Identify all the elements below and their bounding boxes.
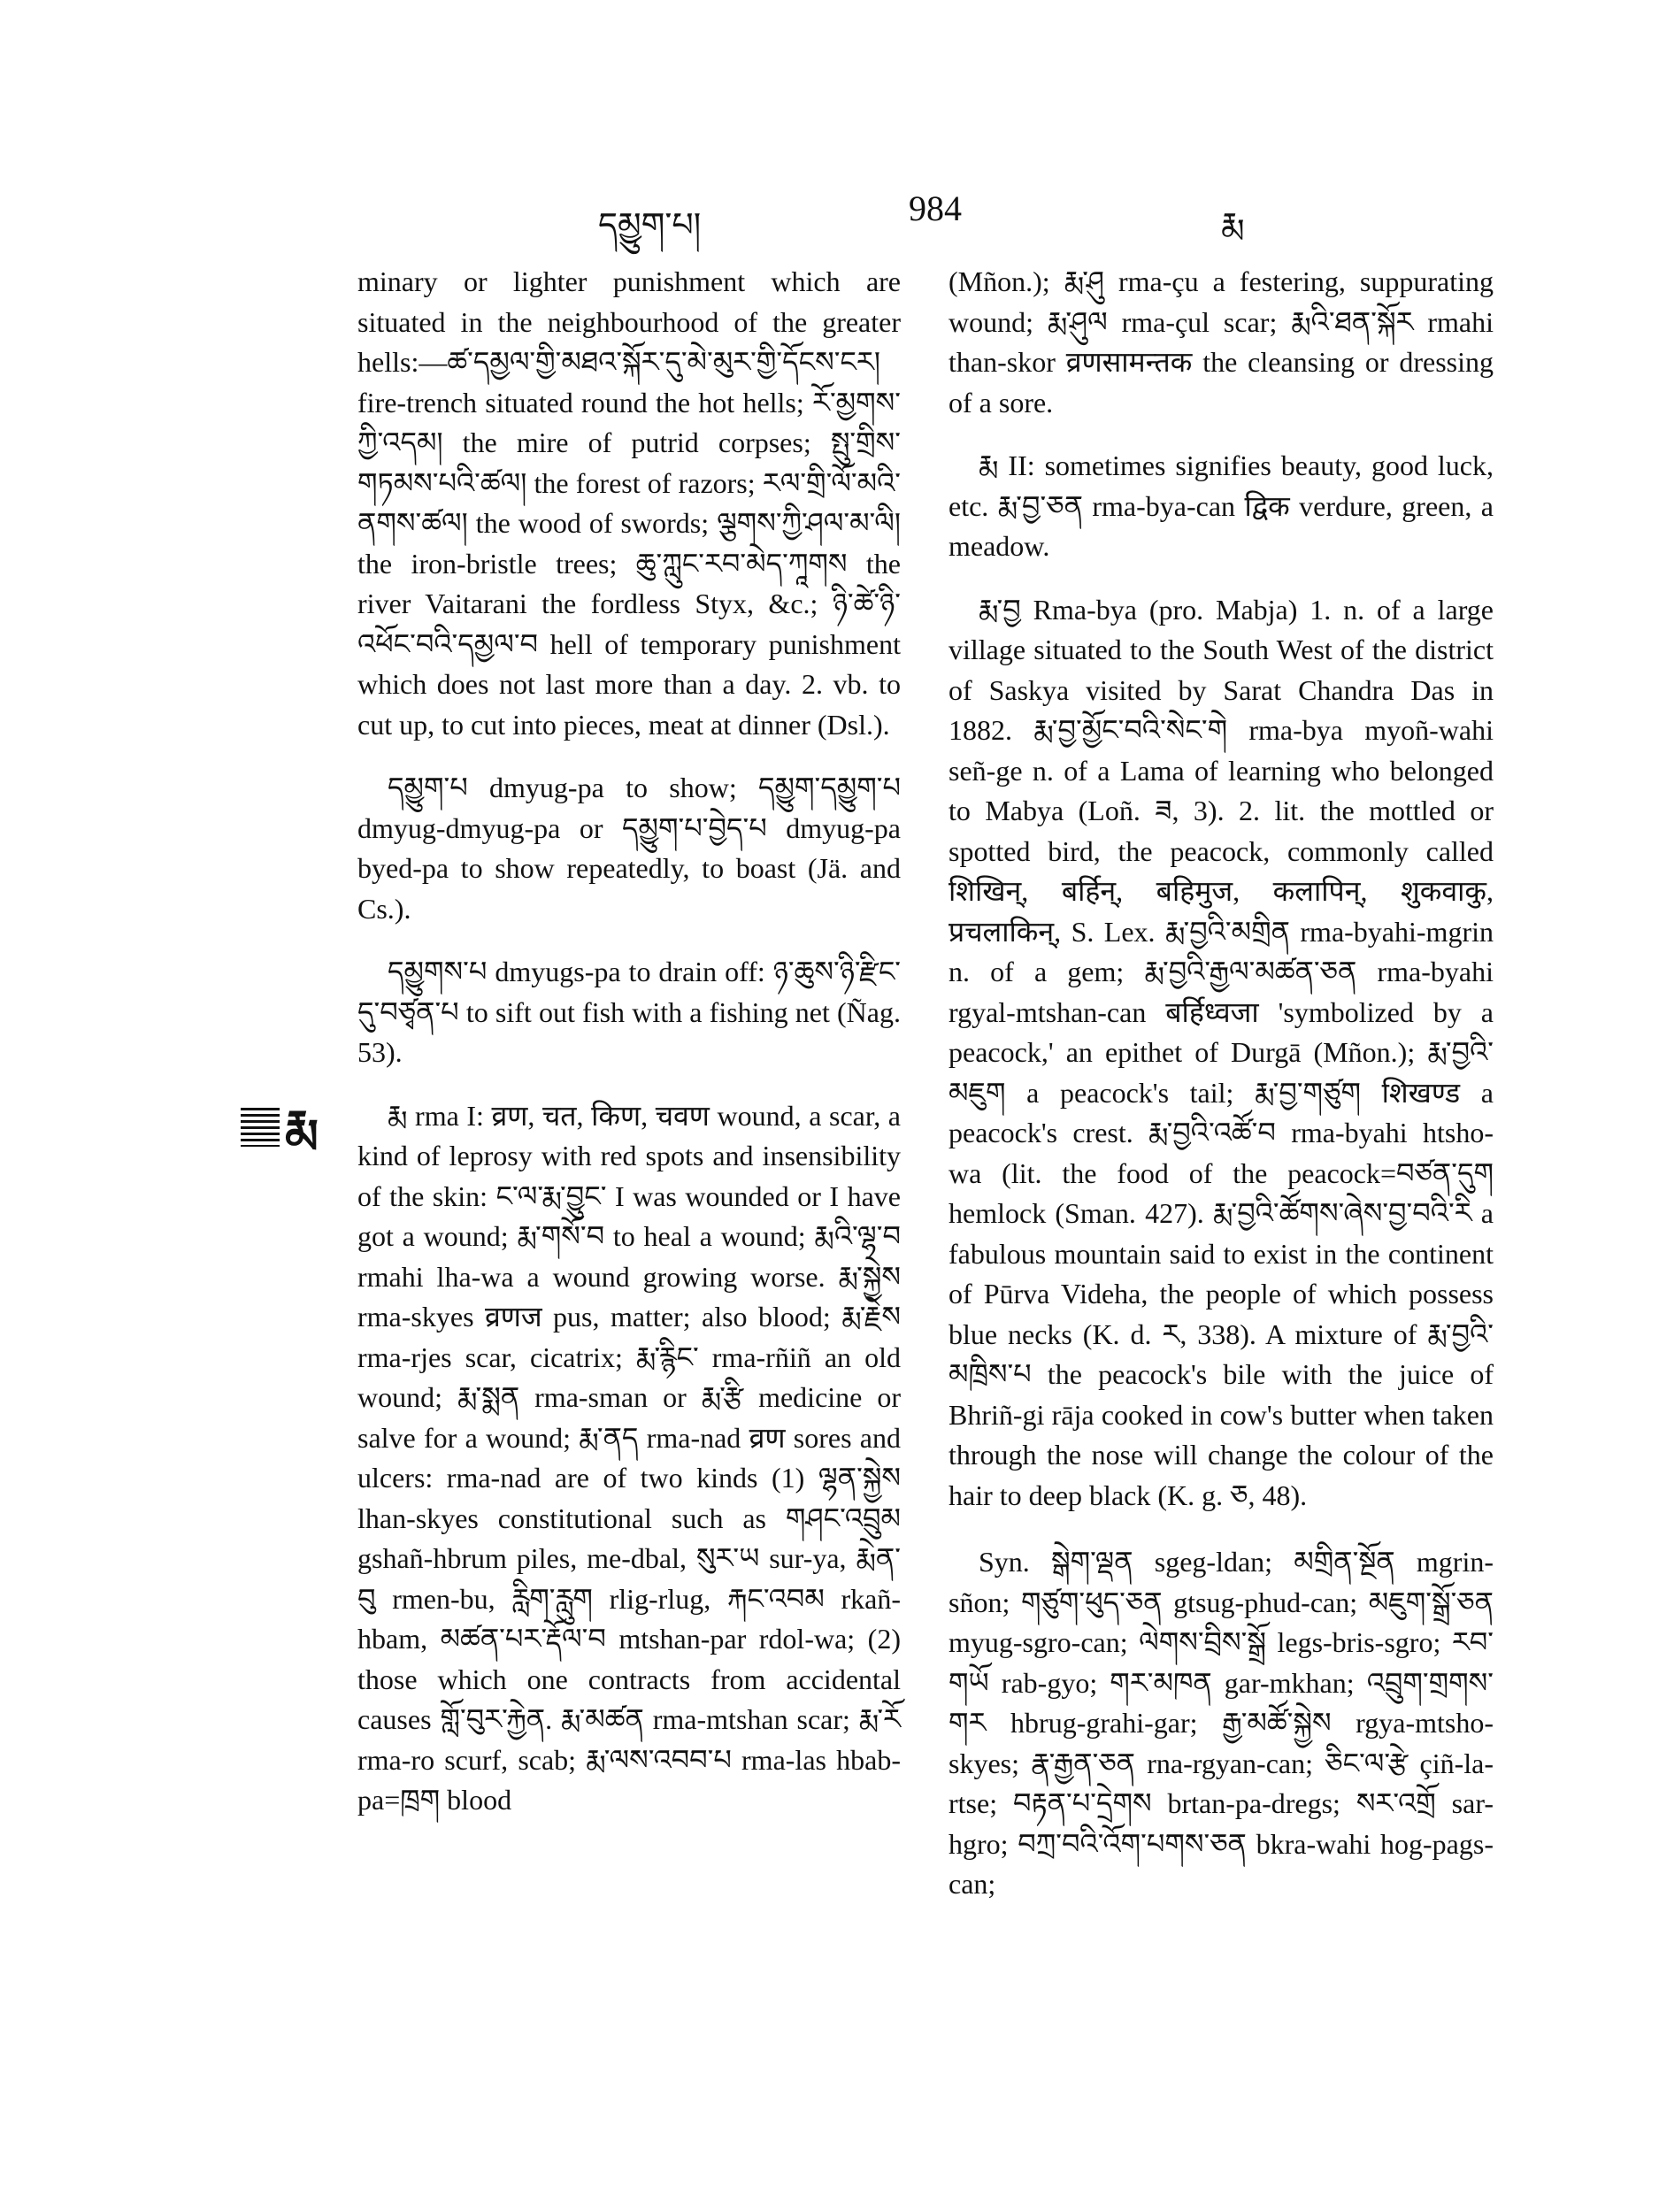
entry-dmyugs-pa: དམྱུགས་པ dmyugs-pa to drain off: ཉ་ཆུས་ཉི་རྫིང་དུ་བཙྭན་པ to sift out fish with a fishing net (Ñag. 53). [357,956,901,1068]
page-number: 984 [909,188,962,228]
section-letter: རྨ [285,1099,319,1156]
entry-synonyms: Syn. སྒེག་ལྡན sgeg-ldan; མགྲིན་སྔོན mgrin-sñon; གཙུག་ཕུད་ཅན gtsug-phud-can; མཇུག་སྒྲོ་ཅན myug-sgro-can; ལེགས་བྲིས་སྒྲོ legs-bris-sgro; རབ་གཡོ rab-gyo; གར་མཁན gar-mkhan; འབྲུག་གྲགས་གར hbrug-grahi-gar; རྒྱ་མཚོ་སྐྱེས rgya-mtsho-skyes; རྣ་རྒྱན་ཅན rna-rgyan-can; ཅིང་ལ་རྩེ çiñ-la-rtse; བརྟན་པ་དྲེགས brtan-pa-dregs; སར་འགྲོ sar-hgro; བཀྲ་བའི་འོག་པགས་ཅན bkra-wahi hog-pags-can; [949,1546,1494,1900]
section-letter-marker-icon [241,1108,280,1147]
entry-rma-ii: རྨ II: sometimes signifies beauty, good luck, etc. རྨ་བྱ་ཅན rma-bya-can द्विक verdure, green, a meadow. [949,449,1494,562]
entry-rma-i: རྨ rma I: व्रण, चत, किण, चवण wound, a scar, a kind of leprosy with red spots and insensibility of the skin: ང་ལ་རྨ་བྱུང་ I was wounded or I have got a wound; རྨ་གསོ་བ to heal a wound; རྨའི་ལྷ་བ rmahi lha-wa a wound growing worse. རྨ་སྐྱེས rma-skyes व्रणज pus, matter; also blood; རྨ་རྗེས rma-rjes scar, cicatrix; རྨ་རྙིང་ rma-rñiñ an old wound; རྨ་སྨན rma-sman or རྨ་རྩི medicine or salve for a wound; རྨ་ནད rma-nad व्रण sores and ulcers: rma-nad are of two kinds (1) ལྷན་སྐྱེས lhan-skyes constitutional such as གཤང་འབྲུམ gshañ-hbrum piles, me-dbal, སུར་ཡ sur-ya, རྨེན་བུ rmen-bu, རླིག་རླུག rlig-rlug, རྐང་འབམ rkañ-hbam, མཚན་པར་རྡོལ་བ mtshan-par rdol-wa; (2) those which one contracts from accidental causes གློ་བུར་རྐྱེན. རྨ་མཚན rma-mtshan scar; རྨ་རོ rma-ro scurf, scab; རྨ་ལས་འབབ་པ rma-las hbab-pa=ཁྲག blood [357,1099,901,1816]
entry-rma-bya: རྨ་བྱ Rma-bya (pro. Mabja) 1. n. of a large village situated to the South West of the district of Saskya visited by Sarat Chandra Das in 1882. རྨ་བྱ་མྱོང་བའི་སེང་གེ rma-bya myoñ-wahi señ-ge n. of a Lama of learning who belonged to Mabya (Loñ. ཟ, 3). 2. lit. the mottled or spotted bird, the peacock, commonly called शिखिन्, बर्हिन्, बहिमुज, कलापिन्, शुकवाकु, प्रचलाकिन्, S. Lex. རྨ་བྱའི་མགྲིན rma-byahi-mgrin n. of a gem; རྨ་བྱའི་རྒྱལ་མཚན་ཅན rma-byahi rgyal-mtshan-can बर्हिध्वजा 'symbolized by a peacock,' an epithet of Durgā (Mñon.); རྨ་བྱའི་མཇུག a peacock's tail; རྨ་བྱ་གཙུག शिखण्ड a peacock's crest. རྨ་བྱའི་འཚོ་བ rma-byahi htsho-wa (lit. the food of the peacock=བཙན་དུག hemlock (Sman. 427). རྨ་བྱའི་ཚོགས་ཞེས་བྱ་བའི་རི a fabulous mountain said to exist in the continent of Pūrva Videha, the people of which possess blue necks (K. d. ར, 338). A mixture of རྨ་བྱའི་མཁྲིས་པ the peacock's bile with the juice of Bhriñ-gi rāja cooked in cow's butter when taken through the nose will change the colour of the hair to deep black (K. g. ཅ, 48). [949,593,1494,1511]
entry-hell-continuation: minary or lighter punishment which are situated in the neighbourhood of the greater hells:—ཚ་དམྱལ་གྱི་མཐའ་སྐོར་དུ་མེ་མུར་གྱི་དོངས་ངར། fire-trench situated round the hot hells; རོ་མྱགས་ཀྱི་འདམ། the mire of putrid corpses; སྤུ་གྲིས་གཏམས་པའི་ཚལ། the forest of razors; རལ་གྲི་ལོ་མའི་ནགས་ཚལ། the wood of swords; ལྕགས་ཀྱི་ཤལ་མ་ལི། the iron-bristle trees; ཆུ་ཀླུང་རབ་མེད་ཀཱགས the river Vaitarani the fordless Styx, &c.; ཉི་ཚེ་ཉི་འཕོང་བའི་དམྱལ་བ hell of temporary punishment which does not last more than a day. 2. vb. to cut up, to cut into pieces, meat at dinner (Dsl.). [357,265,901,741]
entry-rma-continuation: (Mñon.); རྨ་ཤུ rma-çu a festering, suppurating wound; རྨ་ཤུལ rma-çul scar; རྨའི་ཐན་སྐོར rmahi than-skor व्रणसामन्तक the cleansing or dressing of a sore. [949,265,1494,419]
running-head-right: རྨ [1221,205,1245,244]
left-column [357,262,901,1840]
right-column [949,262,1494,1924]
entry-dmyug-pa: དམྱུག་པ dmyug-pa to show; དམྱུག་དམྱུག་པ dmyug-dmyug-pa or དམྱུག་པ་བྱེད་པ dmyug-pa byed-pa to show repeatedly, to boast (Jä. and Cs.). [357,772,901,925]
running-head-left: དམྱུག་པ། [598,205,702,244]
section-letter-marker [241,1099,350,1156]
